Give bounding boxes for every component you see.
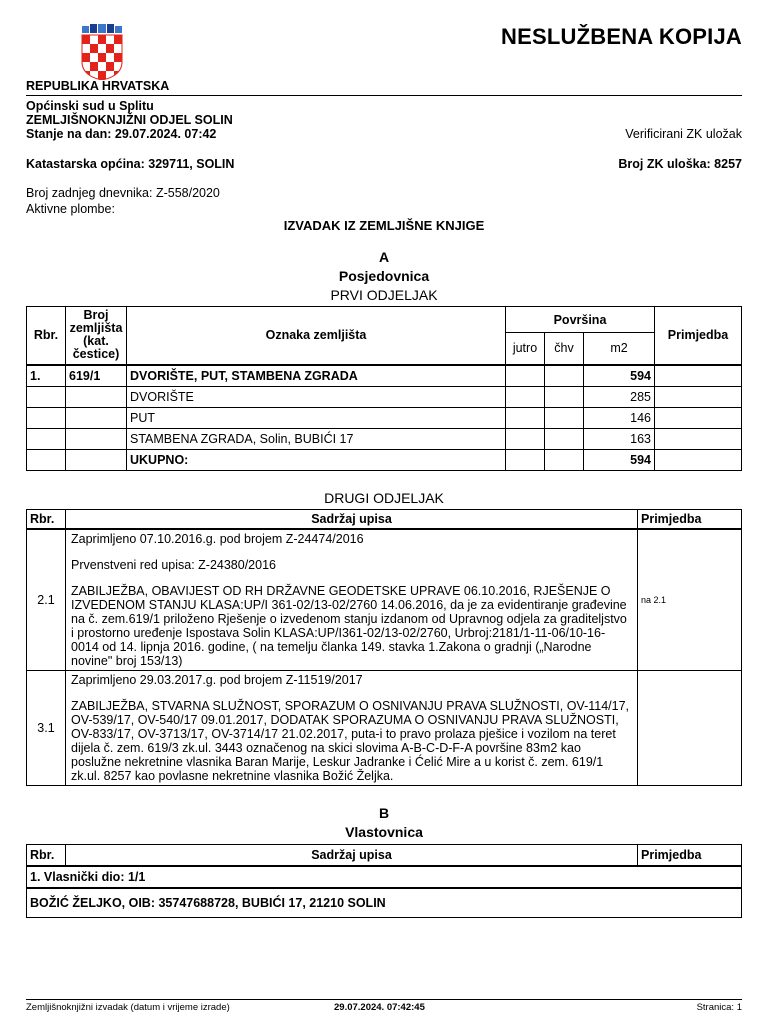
table-row bbox=[27, 365, 742, 387]
last-diary-number: Broj zadnjeg dnevnika: Z-558/2020 bbox=[26, 186, 220, 200]
table-row bbox=[27, 529, 742, 671]
table-row bbox=[27, 407, 742, 428]
header-divider bbox=[26, 95, 742, 96]
col-content: Sadržaj upisa bbox=[66, 845, 638, 867]
croatian-coat-of-arms-icon bbox=[80, 24, 124, 80]
section-a-letter: A bbox=[378, 249, 390, 265]
court-name: Općinski sud u Splitu bbox=[26, 99, 154, 113]
department-name: ZEMLJIŠNOKNJIŽNI ODJEL SOLIN bbox=[26, 113, 233, 127]
entries-table bbox=[26, 509, 742, 786]
document-title: NESLUŽBENA KOPIJA bbox=[501, 24, 742, 49]
row-label: STAMBENA ZGRADA, Solin, BUBIĆI 17 bbox=[127, 428, 506, 449]
footer-datetime: 29.07.2024. 07:42:45 bbox=[334, 1002, 425, 1013]
section-a-part2: DRUGI ODJELJAK bbox=[324, 490, 444, 506]
total-label: UKUPNO: bbox=[127, 449, 506, 470]
col-note: Primjedba bbox=[638, 510, 742, 530]
col-chv: čhv bbox=[545, 333, 584, 365]
col-m2: m2 bbox=[584, 333, 655, 365]
col-area: Površina bbox=[506, 307, 655, 333]
active-seals: Aktivne plombe: bbox=[26, 202, 115, 216]
col-note: Primjedba bbox=[655, 307, 742, 365]
total-m2: 594 bbox=[584, 449, 655, 470]
row-m2: 146 bbox=[584, 407, 655, 428]
entry-note: na 2.1 bbox=[638, 529, 742, 671]
row-label: DVORIŠTE, PUT, STAMBENA ZGRADA bbox=[127, 365, 506, 387]
section-b-letter: B bbox=[378, 805, 390, 821]
entry-text: ZABILJEŽBA, STVARNA SLUŽNOST, SPORAZUM O OSNIVANJU PRAVA SLUŽNOSTI, OV-114/17, OV-539/17, OV-540/17 09.01.2017, DODATAK SPORAZUMA O OSNIVANJU PRAVA SLUŽNOSTI, OV-833/17, OV-3713/17, OV-3714/17 21.02.2017, puta-i to pravo prolaza pješice i vozilom na teret dijela č. zem. 619/3 zk.ul. 3443 označenog na skici slovima A-B-C-D-F-A površine 83m2 kao poslužne nekretnine vlasnika Baran Marije, Leskur Jadranke i Ćelić Mire a u korist č. zem. 619/1 zk.ul. 8257 kao povlasne nekretnine vlasnika Božić Željka. bbox=[71, 699, 630, 783]
row-parcel: 619/1 bbox=[66, 365, 127, 387]
entry-note bbox=[638, 671, 742, 786]
entry-text: ZABILJEŽBA, OBAVIJEST OD RH DRŽAVNE GEODETSKE UPRAVE 06.10.2016, RJEŠENJE O IZVEDENOM STANJU KLASA:UP/I 361-02/13-02/2760 14.06.2016, da je za evidentiranje građevine na č. zem.619/1 priloženo Rješenje o izvedenom stanju izdanom od Upravnog odjela za graditeljstvo i prostorno uređenje Ispostava Solin KLASA:UP/I361-02/13-02/2760, Urbroj:2181/1-11-06/10-16-0014 od 14. lipnja 2016. godine, ( na temelju članka 149. stavka 1.Zakona o gradnji („Narodne novine" broj 153/13) bbox=[71, 584, 627, 668]
total-row bbox=[27, 449, 742, 470]
ownership-table bbox=[26, 844, 742, 918]
col-jutro: jutro bbox=[506, 333, 545, 365]
verified-label: Verificirani ZK uložak bbox=[625, 127, 742, 141]
table-row bbox=[27, 671, 742, 786]
ownership-share: 1. Vlasnički dio: 1/1 bbox=[27, 866, 742, 888]
col-parcel: Broj zemljišta (kat. čestice) bbox=[66, 307, 127, 365]
col-label: Oznaka zemljišta bbox=[127, 307, 506, 365]
section-a-part1: PRVI ODJELJAK bbox=[330, 287, 438, 303]
col-content: Sadržaj upisa bbox=[66, 510, 638, 530]
zk-number: Broj ZK uloška: 8257 bbox=[618, 157, 742, 171]
table-row bbox=[27, 428, 742, 449]
table-row bbox=[27, 888, 742, 918]
section-a-name: Posjedovnica bbox=[338, 268, 430, 284]
col-rbr: Rbr. bbox=[27, 510, 66, 530]
entry-rbr: 3.1 bbox=[27, 671, 66, 786]
table-row bbox=[27, 866, 742, 888]
row-label: DVORIŠTE bbox=[127, 386, 506, 407]
cadastral-municipality: Katastarska općina: 329711, SOLIN bbox=[26, 157, 235, 171]
footer-page: Stranica: 1 bbox=[696, 1002, 742, 1013]
section-b-name: Vlastovnica bbox=[345, 824, 423, 840]
col-rbr: Rbr. bbox=[27, 307, 66, 365]
extract-title: IZVADAK IZ ZEMLJIŠNE KNJIGE bbox=[283, 218, 485, 233]
table-row bbox=[27, 386, 742, 407]
row-m2: 594 bbox=[584, 365, 655, 387]
page-footer bbox=[26, 999, 742, 1013]
row-rbr: 1. bbox=[27, 365, 66, 387]
entry-received: Zaprimljeno 29.03.2017.g. pod brojem Z-11519/2017 bbox=[71, 673, 363, 687]
footer-left: Zemljišnoknjižni izvadak (datum i vrijeme izrade) bbox=[26, 1002, 230, 1013]
row-label: PUT bbox=[127, 407, 506, 428]
state-date: Stanje na dan: 29.07.2024. 07:42 bbox=[26, 127, 217, 141]
parcel-table bbox=[26, 306, 742, 471]
row-m2: 163 bbox=[584, 428, 655, 449]
entry-rbr: 2.1 bbox=[27, 529, 66, 671]
owner-name: BOŽIĆ ŽELJKO, OIB: 35747688728, BUBIĆI 17, 21210 SOLIN bbox=[27, 888, 742, 918]
country-name: REPUBLIKA HRVATSKA bbox=[26, 79, 170, 93]
col-rbr: Rbr. bbox=[27, 845, 66, 867]
row-m2: 285 bbox=[584, 386, 655, 407]
entry-priority: Prvenstveni red upisa: Z-24380/2016 bbox=[71, 558, 276, 572]
col-note: Primjedba bbox=[638, 845, 742, 867]
entry-received: Zaprimljeno 07.10.2016.g. pod brojem Z-24474/2016 bbox=[71, 532, 364, 546]
